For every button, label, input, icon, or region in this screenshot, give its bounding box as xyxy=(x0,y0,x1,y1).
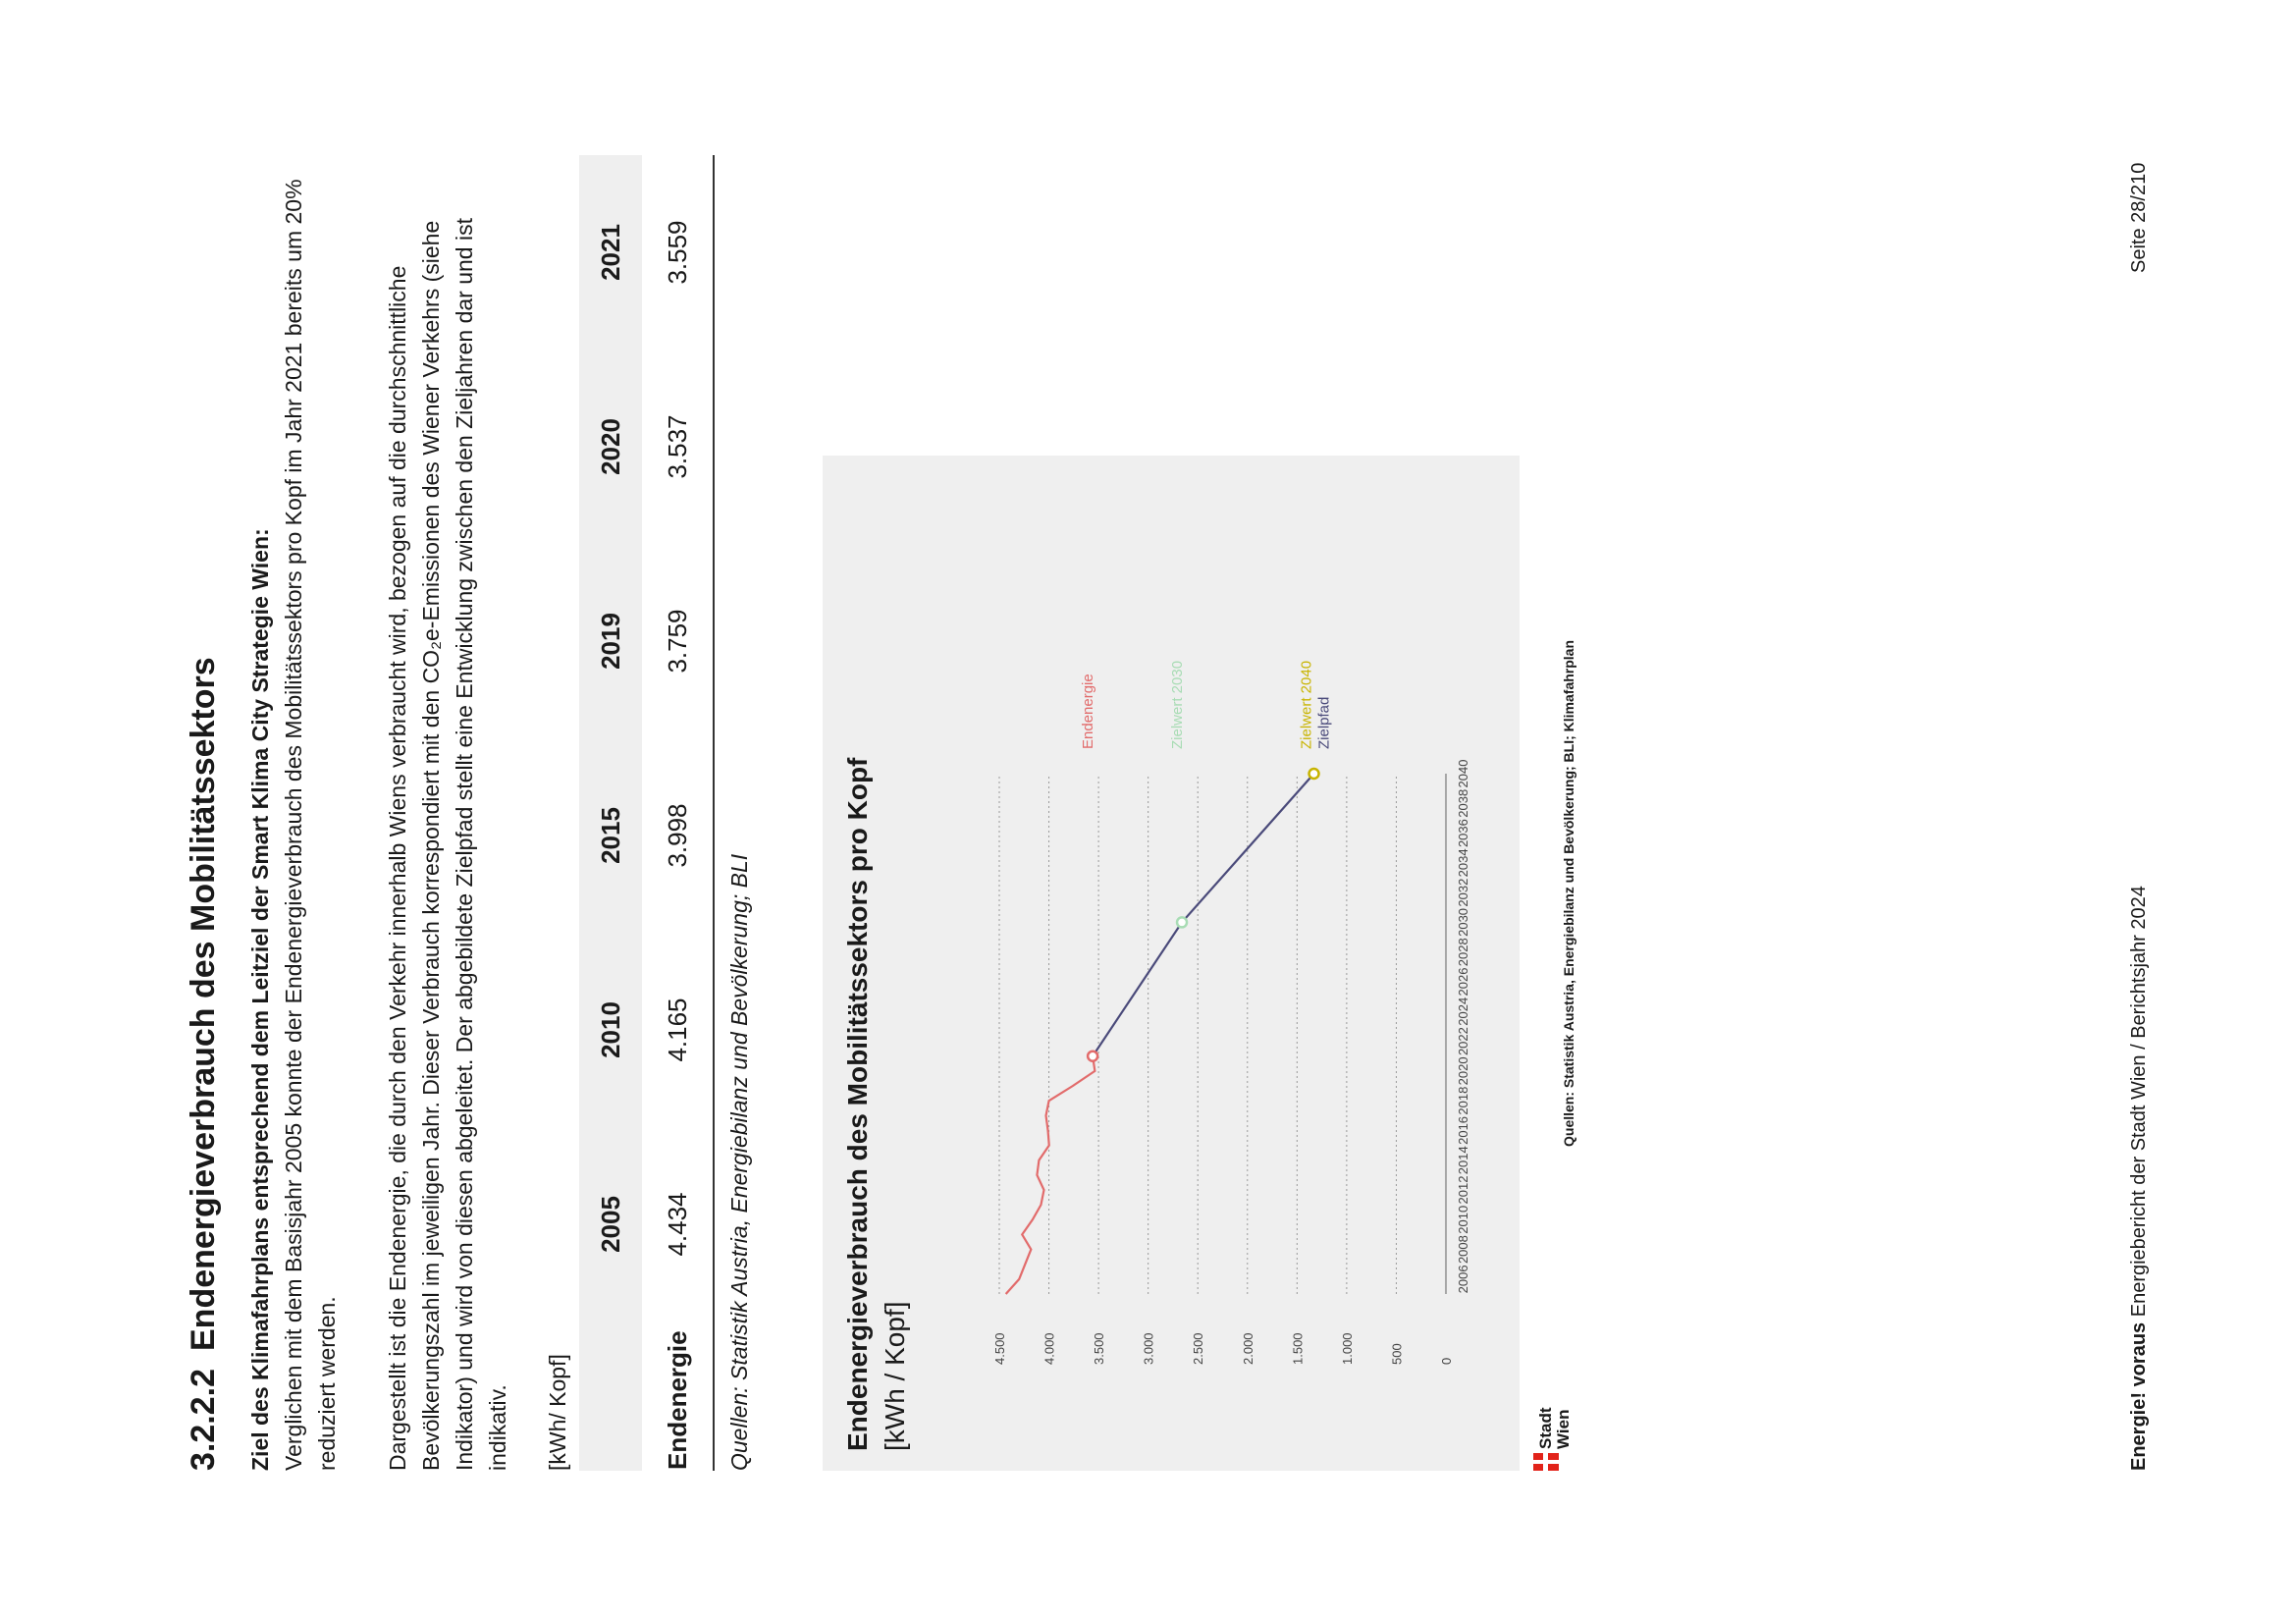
series-label: Zielwert 2040 xyxy=(1298,660,1315,749)
series-label: Zielwert 2030 xyxy=(1169,660,1187,749)
table-header-row xyxy=(579,155,642,1471)
section-title: Endenergieverbrauch des Mobilitätssektors xyxy=(185,657,222,1351)
x-tick-label: 2012 xyxy=(1456,1175,1470,1205)
chart-panel xyxy=(823,456,1520,1471)
row-label: Endenergie xyxy=(642,1321,714,1471)
x-tick-label: 2026 xyxy=(1456,967,1470,997)
x-tick-label: 2006 xyxy=(1456,1265,1470,1294)
y-tick-label: 4.000 xyxy=(1041,1332,1057,1365)
year-header: 2005 xyxy=(579,1127,642,1321)
year-header: 2021 xyxy=(579,155,642,350)
target-marker xyxy=(1177,917,1187,927)
stadt-wien-logo xyxy=(1533,1373,1582,1471)
chart-svg xyxy=(823,456,1520,1471)
chart-y-label: [kWh / Kopf] xyxy=(880,1301,910,1451)
x-tick-label: 2008 xyxy=(1456,1235,1470,1265)
y-tick-label: 3.000 xyxy=(1141,1332,1156,1365)
logo-text xyxy=(1537,1408,1573,1450)
x-tick-label: 2010 xyxy=(1456,1205,1470,1234)
x-tick-label: 2014 xyxy=(1456,1146,1470,1175)
data-table xyxy=(579,155,715,1471)
series-label: Endenergie xyxy=(1080,674,1097,749)
chart-title: Endenergieverbrauch des Mobilitätssektors pro Kopf xyxy=(842,757,873,1451)
logo-line2: Wien xyxy=(1554,1409,1573,1449)
footer-brand: Energie! voraus xyxy=(2128,1321,2150,1471)
year-header: 2020 xyxy=(579,350,642,544)
table-cell: 3.537 xyxy=(642,350,714,544)
table-cell: 3.759 xyxy=(642,544,714,738)
logo-line1: Stadt xyxy=(1536,1407,1555,1449)
footer-text: Energiebericht der Stadt Wien / Berichtsjahr 2024 xyxy=(2128,886,2150,1318)
chart-sources: Quellen: Statistik Austria, Energiebilanz und Bevölkerung; BLI; Klimafahrplan xyxy=(1561,639,1576,1147)
page-footer xyxy=(2128,886,2151,1471)
x-tick-label: 2028 xyxy=(1456,938,1470,967)
table-cell: 4.434 xyxy=(642,1127,714,1321)
series-line xyxy=(1006,1056,1095,1294)
table-corner xyxy=(579,1321,642,1471)
y-tick-label: 2.000 xyxy=(1240,1332,1255,1365)
table-unit: [kWh/ Kopf] xyxy=(545,1354,570,1471)
target-marker xyxy=(1088,1052,1097,1061)
target-marker xyxy=(1309,769,1319,779)
x-tick-label: 2020 xyxy=(1456,1056,1470,1086)
table-cell: 3.998 xyxy=(642,738,714,933)
series-line xyxy=(1093,774,1313,1056)
table-row xyxy=(642,155,714,1471)
series-label: Zielpfad xyxy=(1315,696,1333,749)
year-header: 2015 xyxy=(579,738,642,933)
x-tick-label: 2024 xyxy=(1456,997,1470,1026)
description-paragraph: Dargestellt ist die Endenergie, die durch den Verkehr innerhalb Wiens verbraucht wird, bezogen auf die durchschnittliche Bevölkerungszahl im jeweiligen Jahr. Dieser Verbrauch korrespondiert mit den CO₂e-Emissionen des Wiener Verkehrs (siehe Indikator) und wird von diesen abgeleitet. Der abgebildete Zielpfad stellt eine Entwicklung zwischen den Zieljahren dar und ist indikativ. xyxy=(385,218,510,1471)
intro-block xyxy=(243,165,344,1471)
y-tick-label: 1.500 xyxy=(1290,1332,1306,1365)
x-tick-label: 2022 xyxy=(1456,1027,1470,1056)
x-tick-label: 2036 xyxy=(1456,819,1470,848)
y-tick-label: 2.500 xyxy=(1191,1332,1206,1365)
page-number: Seite 28/210 xyxy=(2128,162,2150,273)
table-cell: 4.165 xyxy=(642,933,714,1127)
y-tick-label: 500 xyxy=(1389,1343,1405,1365)
y-tick-label: 0 xyxy=(1439,1357,1454,1365)
x-tick-label: 2034 xyxy=(1456,848,1470,878)
year-header: 2010 xyxy=(579,933,642,1127)
intro-text: Verglichen mit dem Basisjahr 2005 konnte der Endenergieverbrauch des Mobilitätssektors pro Kopf im Jahr 2021 bereits um 20% reduziert werden. xyxy=(281,179,340,1471)
wien-shield-icon xyxy=(1533,1453,1559,1471)
y-tick-label: 4.500 xyxy=(992,1332,1007,1365)
x-tick-label: 2038 xyxy=(1456,788,1470,818)
x-tick-label: 2040 xyxy=(1456,759,1470,788)
section-number: 3.2.2.2 xyxy=(185,1369,222,1471)
x-tick-label: 2016 xyxy=(1456,1115,1470,1145)
table-sources: Quellen: Statistik Austria, Energiebilanz und Bevölkerung; BLI xyxy=(726,853,752,1471)
year-header: 2019 xyxy=(579,544,642,738)
y-tick-label: 3.500 xyxy=(1092,1332,1107,1365)
intro-goal: Ziel des Klimafahrplans entsprechend dem Leitziel der Smart Klima City Strategie Wien: xyxy=(247,528,273,1471)
y-tick-label: 1.000 xyxy=(1339,1332,1355,1365)
x-tick-label: 2032 xyxy=(1456,878,1470,907)
section-heading xyxy=(185,657,223,1471)
table-cell: 3.559 xyxy=(642,155,714,350)
x-tick-label: 2018 xyxy=(1456,1086,1470,1115)
x-tick-label: 2030 xyxy=(1456,907,1470,937)
